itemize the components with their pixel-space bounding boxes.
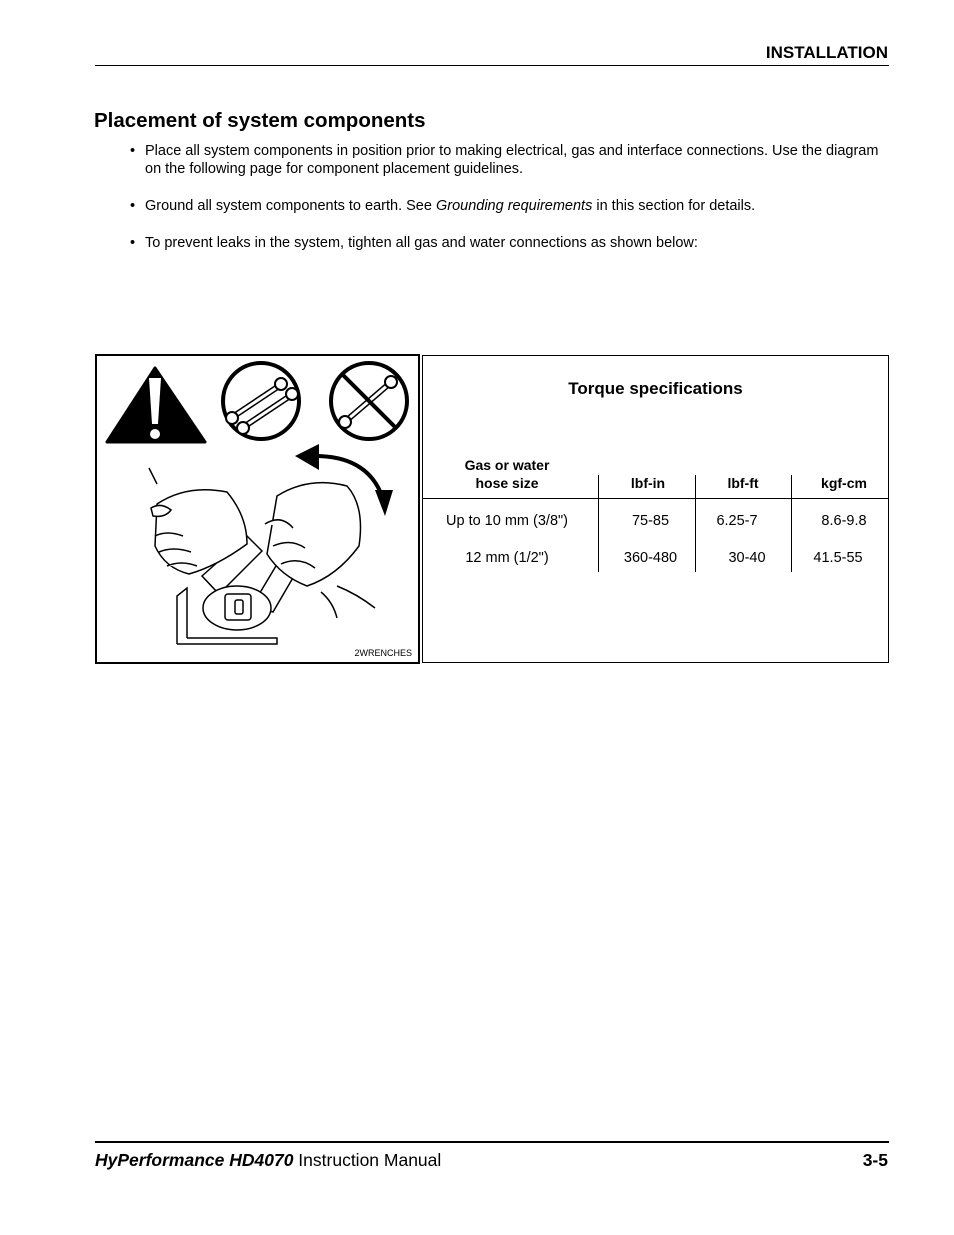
lbf-in-cell: 360-480 xyxy=(623,550,678,566)
column-header-lbf-ft: lbf-ft xyxy=(727,475,759,491)
bullet-item: • To prevent leaks in the system, tighten all gas and water connections as shown below: xyxy=(130,235,698,251)
header-rule xyxy=(95,65,889,66)
page-title: Placement of system components xyxy=(94,109,426,132)
hose-size-cell: Up to 10 mm (3/8") xyxy=(446,513,568,529)
torque-spec-title: Torque specifications xyxy=(568,379,743,398)
section-header: INSTALLATION xyxy=(765,43,888,62)
bullet-item: • Ground all system components to earth. See Grounding requirements in this section for details. xyxy=(130,198,756,214)
hose-size-cell: 12 mm (1/2") xyxy=(465,550,549,566)
bullet-dot-icon: • xyxy=(130,235,136,251)
page-number: 3-5 xyxy=(862,1150,888,1170)
footer-manual-title xyxy=(95,1150,441,1171)
bullet-dot-icon: • xyxy=(130,198,136,214)
no-single-wrench-icon xyxy=(331,363,407,439)
lbf-ft-cell: 30-40 xyxy=(728,550,766,566)
warning-triangle-icon xyxy=(107,368,205,442)
column-header-kgf-cm: kgf-cm xyxy=(821,475,867,491)
two-wrenches-icon xyxy=(223,363,299,439)
two-wrenches-illustration xyxy=(97,356,418,662)
bullet-item: • Place all system components in position prior to making electrical, gas and interface connections. Use the diagram on the following page for component placement guidelines. xyxy=(130,143,879,177)
column-divider xyxy=(598,475,599,572)
header-divider xyxy=(423,498,888,499)
footer-manual: Instruction Manual xyxy=(293,1150,442,1170)
lbf-in-cell: 75-85 xyxy=(631,513,670,529)
grounding-reference: Grounding requirements xyxy=(435,198,593,214)
column-header-hose-size: Gas or water hose size xyxy=(464,457,550,491)
torque-spec-table xyxy=(422,355,889,663)
kgf-cm-cell: 41.5-55 xyxy=(813,550,863,566)
footer-brand: HyPerformance HD4070 xyxy=(95,1150,294,1170)
column-header-lbf-in: lbf-in xyxy=(630,475,666,491)
lbf-ft-cell: 6.25-7 xyxy=(716,513,758,529)
kgf-cm-cell: 8.6-9.8 xyxy=(821,513,867,529)
bullet-dot-icon: • xyxy=(130,143,136,159)
wrench-figure xyxy=(95,354,420,664)
footer-rule xyxy=(95,1141,889,1143)
column-divider xyxy=(791,475,792,572)
figure-code: 2WRENCHES xyxy=(354,648,412,658)
bullet-list xyxy=(130,142,880,271)
